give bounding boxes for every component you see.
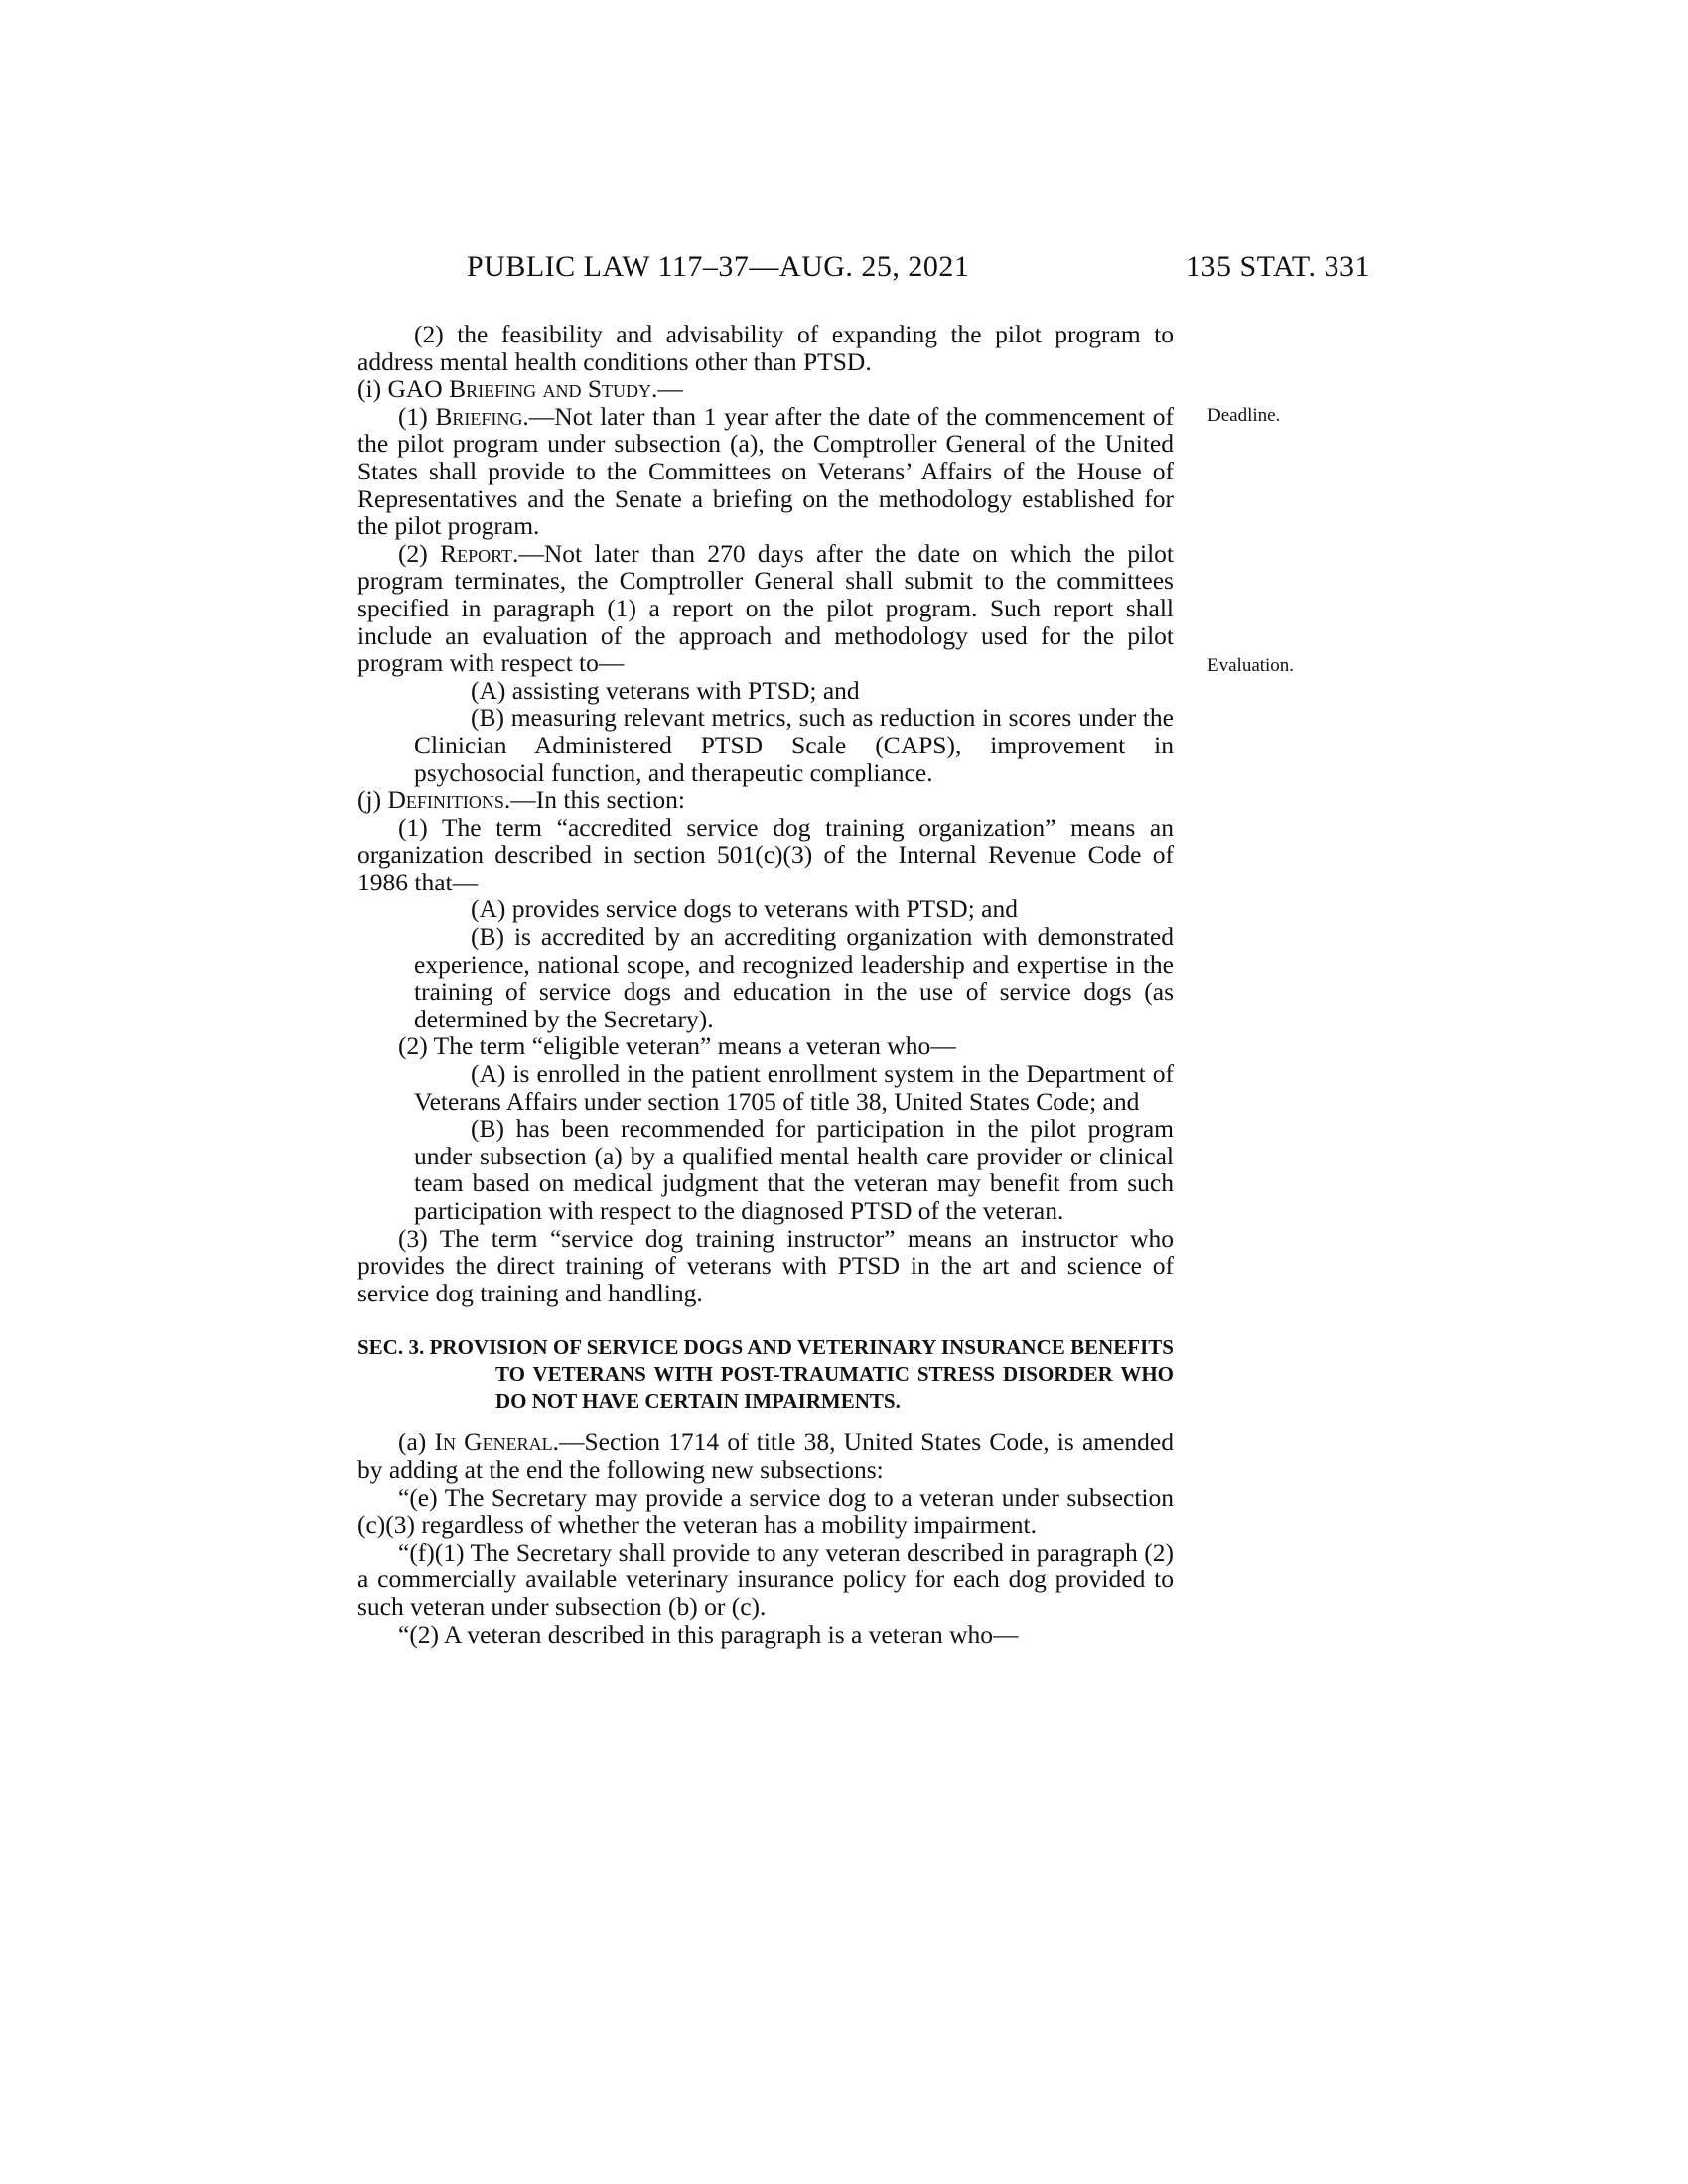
section-3-heading: SEC. 3. PROVISION OF SERVICE DOGS AND VETERINARY INSURANCE BENEFITS TO VETERANS WITH POST-TRAUMATIC STRESS DISORDER WHO DO NOT HAVE CERTAIN IMPAIRMENTS. bbox=[357, 1335, 1174, 1414]
paragraph-j3: (3) The term “service dog training instructor” means an instructor who provides the direct training of veterans with PTSD in the art and science of service dog training and handling. bbox=[357, 1223, 1174, 1307]
subsection-i-title: GAO Briefing and Study bbox=[387, 374, 652, 404]
subsection-i-number: (i) bbox=[357, 374, 388, 404]
subsection-i-heading bbox=[357, 375, 1174, 403]
paragraph-h2: (2) the feasibility and advisability of expanding the pilot program to address mental health conditions other than PTSD. bbox=[357, 320, 1174, 376]
paragraph-i1-title: Briefing bbox=[435, 401, 523, 431]
margin-note-evaluation: Evaluation. bbox=[1207, 655, 1295, 676]
subsection-j-text: .—In this section: bbox=[503, 785, 685, 815]
paragraph-i2 bbox=[357, 540, 1174, 677]
quoted-subsection-f2: “(2) A veteran described in this paragraph is a veteran who— bbox=[398, 1619, 1019, 1649]
page-header bbox=[357, 250, 1370, 290]
subparagraph-j2B: (B) has been recommended for participation in the pilot program under subsection (a) by a qualified mental health care provider or clinical team based on medical judgment that the veteran may benefit from such participation with respect to the diagnosed PTSD of the veteran. bbox=[414, 1114, 1174, 1225]
quoted-subsection-f1: “(f)(1) The Secretary shall provide to any veteran described in paragraph (2) a commercially available veterinary insurance policy for each dog provided to such veteran under subsection (b) or (c). bbox=[357, 1537, 1174, 1621]
subsection-j-number: (j) bbox=[357, 785, 388, 815]
subparagraph-j1B: (B) is accredited by an accrediting organization with demonstrated experience, national scope, and recognized leadership and expertise in the training of service dogs and education in the use of service dogs (as determined by the Secretary). bbox=[414, 922, 1174, 1033]
document-body bbox=[357, 321, 1174, 1648]
running-head: PUBLIC LAW 117–37—AUG. 25, 2021 bbox=[467, 250, 970, 283]
stat-page-number: 135 STAT. 331 bbox=[1185, 250, 1370, 283]
subsection-a-title: In General bbox=[434, 1428, 553, 1457]
paragraph-j1: (1) The term “accredited service dog training organization” means an organization described in section 501(c)(3) of the Internal Revenue Code of 1986 that— bbox=[357, 812, 1174, 896]
subsection-a-number: (a) bbox=[398, 1428, 435, 1457]
subparagraph-j1A: (A) provides service dogs to veterans with PTSD; and bbox=[471, 894, 1018, 924]
quoted-subsection-e: “(e) The Secretary may provide a service dog to a veteran under subsection (c)(3) regardless of whether the veteran has a mobility impairment. bbox=[357, 1482, 1174, 1540]
paragraph-j2: (2) The term “eligible veteran” means a veteran who— bbox=[398, 1031, 956, 1061]
paragraph-i2-number: (2) bbox=[398, 538, 441, 568]
paragraph-i2-title: Report bbox=[440, 538, 513, 568]
subsection-j-title: Definitions bbox=[387, 785, 504, 815]
subsection-a bbox=[357, 1429, 1174, 1483]
paragraph-i1-text: .—Not later than 1 year after the date of the commencement of the pilot program under subsection (a), the Comptroller General of the United States shall provide to the Committees on Veterans’ Affairs of the House of Representatives and the Senate a briefing on the methodology established for the pilot program. bbox=[357, 401, 1175, 541]
subparagraph-i2B: (B) measuring relevant metrics, such as reduction in scores under the Clinician Administered PTSD Scale (CAPS), improvement in psychosocial function, and therapeutic compliance. bbox=[414, 703, 1174, 787]
subparagraph-j2A: (A) is enrolled in the patient enrollment system in the Department of Veterans Affairs under section 1705 of title 38, United States Code; and bbox=[414, 1059, 1174, 1116]
subsection-a-text: .—Section 1714 of title 38, United States Code, is amended by adding at the end the following new subsections: bbox=[357, 1428, 1174, 1484]
subparagraph-i2A: (A) assisting veterans with PTSD; and bbox=[471, 675, 860, 705]
margin-note-deadline: Deadline. bbox=[1207, 405, 1281, 426]
subsection-j-heading bbox=[357, 786, 1174, 814]
paragraph-i2-text: .—Not later than 270 days after the date on which the pilot program terminates, the Comptroller General shall submit to the committees specified in paragraph (1) a report on the pilot program. Such report shall include an evaluation of the approach and methodology used for the pilot program with respect to— bbox=[357, 538, 1175, 678]
paragraph-i1 bbox=[357, 403, 1174, 540]
paragraph-i1-number: (1) bbox=[398, 401, 436, 431]
subsection-i-dash: .— bbox=[651, 374, 683, 404]
